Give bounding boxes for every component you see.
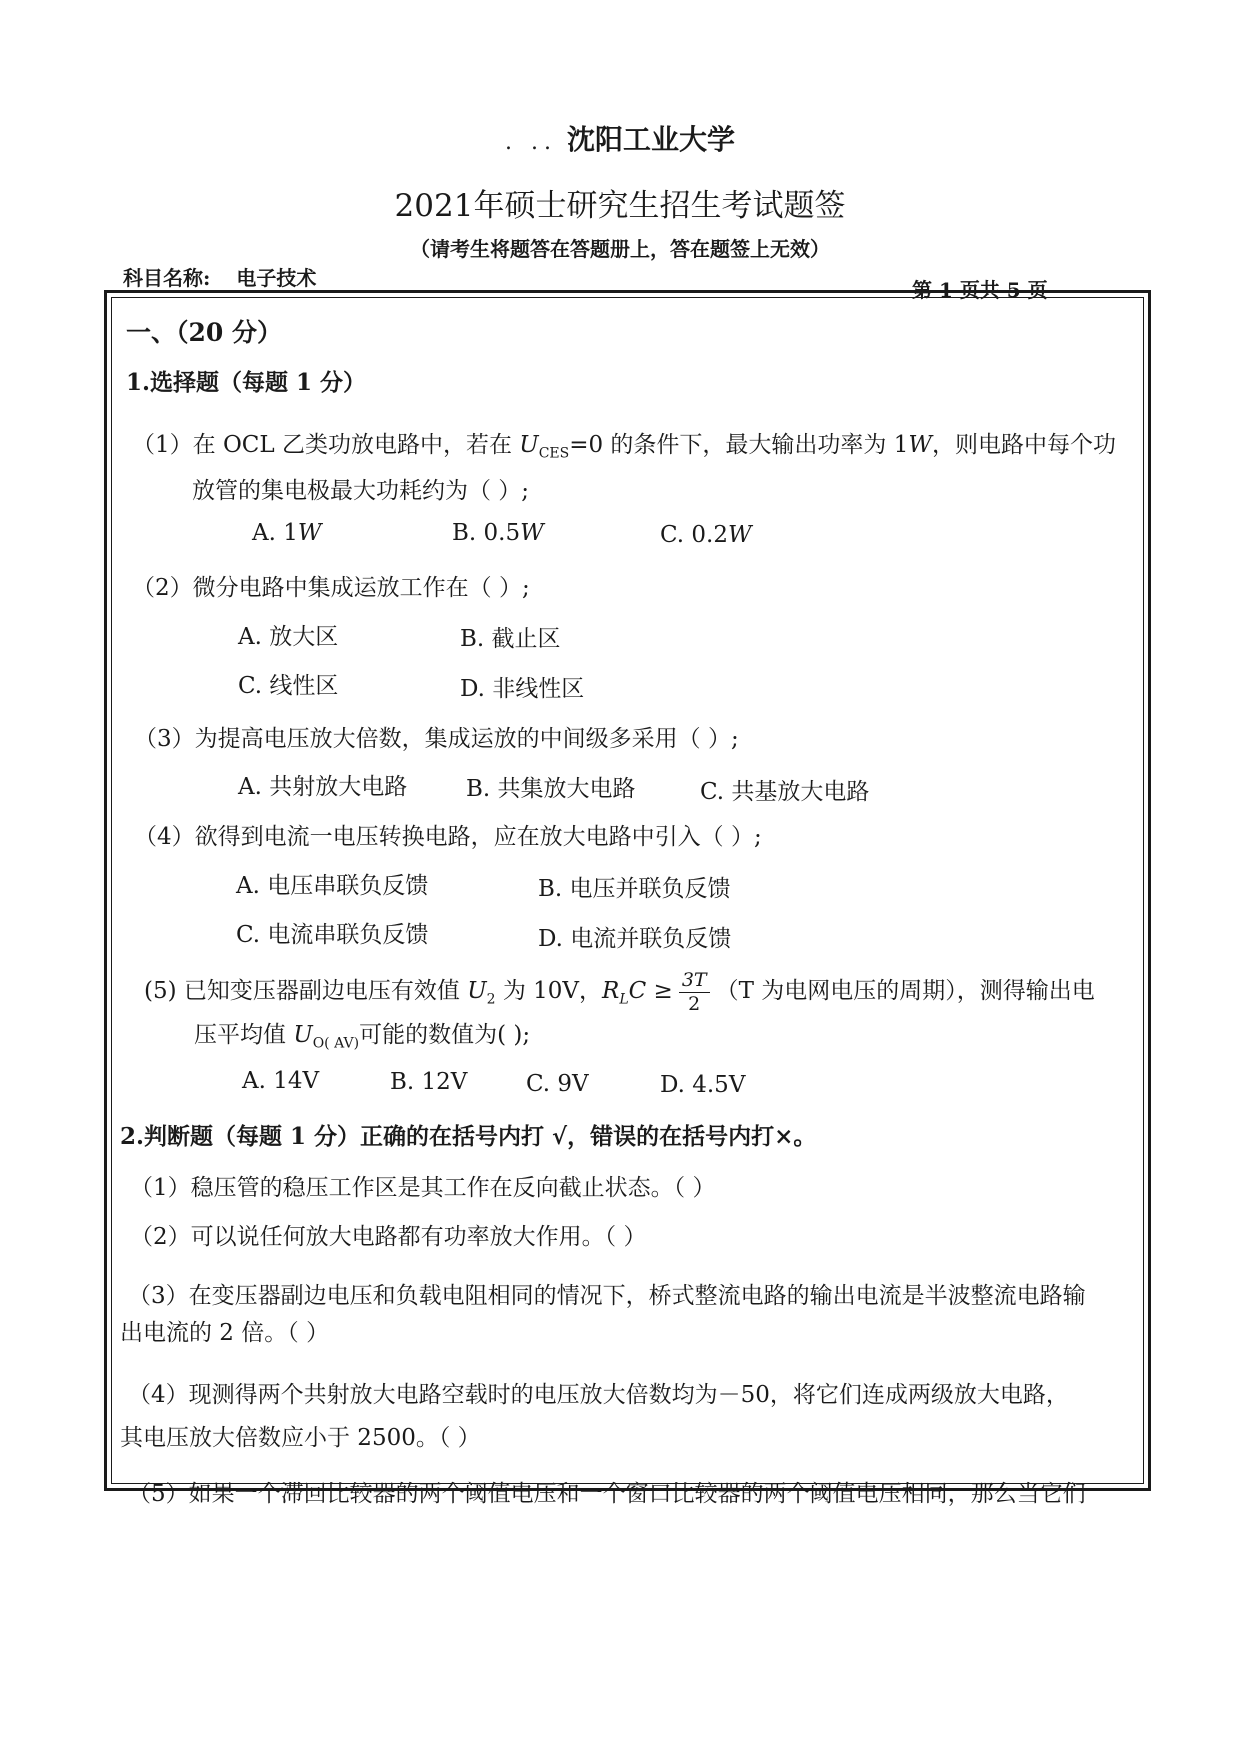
mc-q5-option-d: D. 4.5V — [660, 1072, 746, 1098]
mc-q1-a-unit: W — [297, 520, 322, 546]
mc-q5-frac-den: 2 — [688, 992, 701, 1015]
tf-q5-line1: （5）如果一个滞回比较器的两个阈值电压和一个窗口比较器的两个阈值电压相同，那么当它们 — [128, 1481, 1086, 1507]
mc-q1-b-text: B. 0.5 — [452, 520, 521, 546]
mc-q5-option-b: B. 12V — [390, 1069, 468, 1095]
mc-q3-option-a: A. 共射放大电路 — [238, 774, 408, 800]
mc-q1-sub: CES — [538, 445, 570, 462]
mc-q5-fraction — [679, 968, 710, 1015]
university-label: 沈阳工业大学 — [566, 123, 735, 156]
mc-q2-text: （2）微分电路中集成运放工作在（ ）; — [132, 575, 530, 601]
mc-q1-line1 — [132, 426, 1116, 462]
mc-q5-option-a: A. 14V — [242, 1068, 320, 1094]
mc-q5-ge: ≥ — [646, 978, 673, 1004]
mc-q1-c-text: C. 0.2 — [660, 522, 728, 548]
mc-q5-frac-num: 3T — [679, 971, 710, 993]
tf-q1: （1）稳压管的稳压工作区是其工作在反向截止状态。（ ） — [130, 1175, 716, 1201]
mc-q1-unit: W — [908, 432, 933, 458]
mc-q1-c-unit: W — [727, 522, 752, 548]
tf-q2: （2）可以说任何放大电路都有功率放大作用。（ ） — [130, 1224, 647, 1250]
mc-q5-l2-var: U — [293, 1022, 313, 1048]
mc-q1-option-b — [452, 520, 544, 546]
mc-q3-text: （3）为提高电压放大倍数，集成运放的中间级多采用（ ）; — [134, 726, 739, 752]
page-info: 第 1 页共 5 页 — [912, 278, 1048, 302]
mc-q1-option-a — [252, 520, 322, 546]
mc-q5-l2-sub: O( AV) — [312, 1035, 360, 1052]
mc-q5-post: （T 为电网电压的周期），测得输出电 — [715, 978, 1095, 1004]
mc-q1-a-text: A. 1 — [252, 520, 298, 546]
mc-q4-option-c: C. 电流串联负反馈 — [236, 922, 429, 948]
mc-q5-line2 — [194, 1016, 530, 1052]
mc-q5-var: U — [467, 978, 487, 1004]
mc-q1-var: U — [519, 432, 539, 458]
subject-line — [123, 262, 316, 291]
mc-q1-mid: =0 的条件下，最大输出功率为 1 — [569, 432, 909, 458]
mc-q4-text: （4）欲得到电流一电压转换电路，应在放大电路中引入（ ）; — [134, 824, 762, 850]
mc-q4-option-b: B. 电压并联负反馈 — [538, 876, 731, 902]
mc-q5-r: R — [602, 978, 620, 1004]
subject-label: 科目名称: — [123, 266, 211, 290]
exam-notice: （请考生将题答在答题册上，答在题签上无效） — [410, 237, 830, 261]
mc-q5-l2-pre: 压平均值 — [194, 1022, 294, 1048]
mc-q5-c: C — [628, 978, 647, 1004]
mc-q2-option-b: B. 截止区 — [460, 626, 561, 652]
tf-q3-line1: （3）在变压器副边电压和负载电阻相同的情况下，桥式整流电路的输出电流是半波整流电路输 — [128, 1283, 1086, 1309]
mc-q2-option-d: D. 非线性区 — [460, 676, 585, 702]
mc-q3-option-c: C. 共基放大电路 — [700, 779, 870, 805]
university-name — [0, 118, 1240, 158]
tf-q4-line1: （4）现测得两个共射放大电路空载时的电压放大倍数均为－50，将它们连成两级放大电路， — [128, 1382, 1069, 1408]
exam-title: 2021年硕士研究生招生考试题签 — [394, 188, 846, 224]
mc-q3-option-b: B. 共集放大电路 — [466, 776, 636, 802]
mc-q5-pre: (5) 已知变压器副边电压有效值 — [144, 978, 468, 1004]
mc-q5-l2-post: 可能的数值为( ); — [359, 1022, 531, 1048]
mc-q5-sub: 2 — [486, 991, 496, 1008]
tf-q3-line2: 出电流的 2 倍。（ ） — [120, 1320, 330, 1346]
mc-q2-option-c: C. 线性区 — [238, 673, 339, 699]
mc-title: 1.选择题（每题 1 分） — [126, 369, 367, 396]
mc-q2-option-a: A. 放大区 — [238, 624, 339, 650]
mc-q1-pre: （1）在 OCL 乙类功放电路中，若在 — [132, 432, 520, 458]
subject-value: 电子技术 — [236, 266, 317, 290]
mc-q1-b-unit: W — [520, 520, 544, 546]
mc-q1-option-c — [660, 522, 752, 548]
tf-title: 2.判断题（每题 1 分）正确的在括号内打 √，错误的在括号内打×。 — [120, 1123, 817, 1150]
mc-q5-line1 — [144, 968, 1095, 1014]
mc-q4-option-d: D. 电流并联负反馈 — [538, 926, 732, 952]
tf-q4-line2: 其电压放大倍数应小于 2500。（ ） — [120, 1425, 481, 1451]
mc-q5-r-sub: L — [619, 991, 629, 1008]
mc-q4-option-a: A. 电压串联负反馈 — [236, 873, 429, 899]
mc-q5-mid: 为 10V， — [495, 978, 603, 1004]
mc-q1-post: ，则电路中每个功 — [932, 432, 1117, 458]
section-title: 一、（20 分） — [126, 318, 282, 347]
mc-q1-line2: 放管的集电极最大功耗约为（ ）; — [192, 478, 530, 504]
mc-q5-option-c: C. 9V — [526, 1071, 589, 1097]
scan-dots: . .. — [505, 130, 557, 155]
